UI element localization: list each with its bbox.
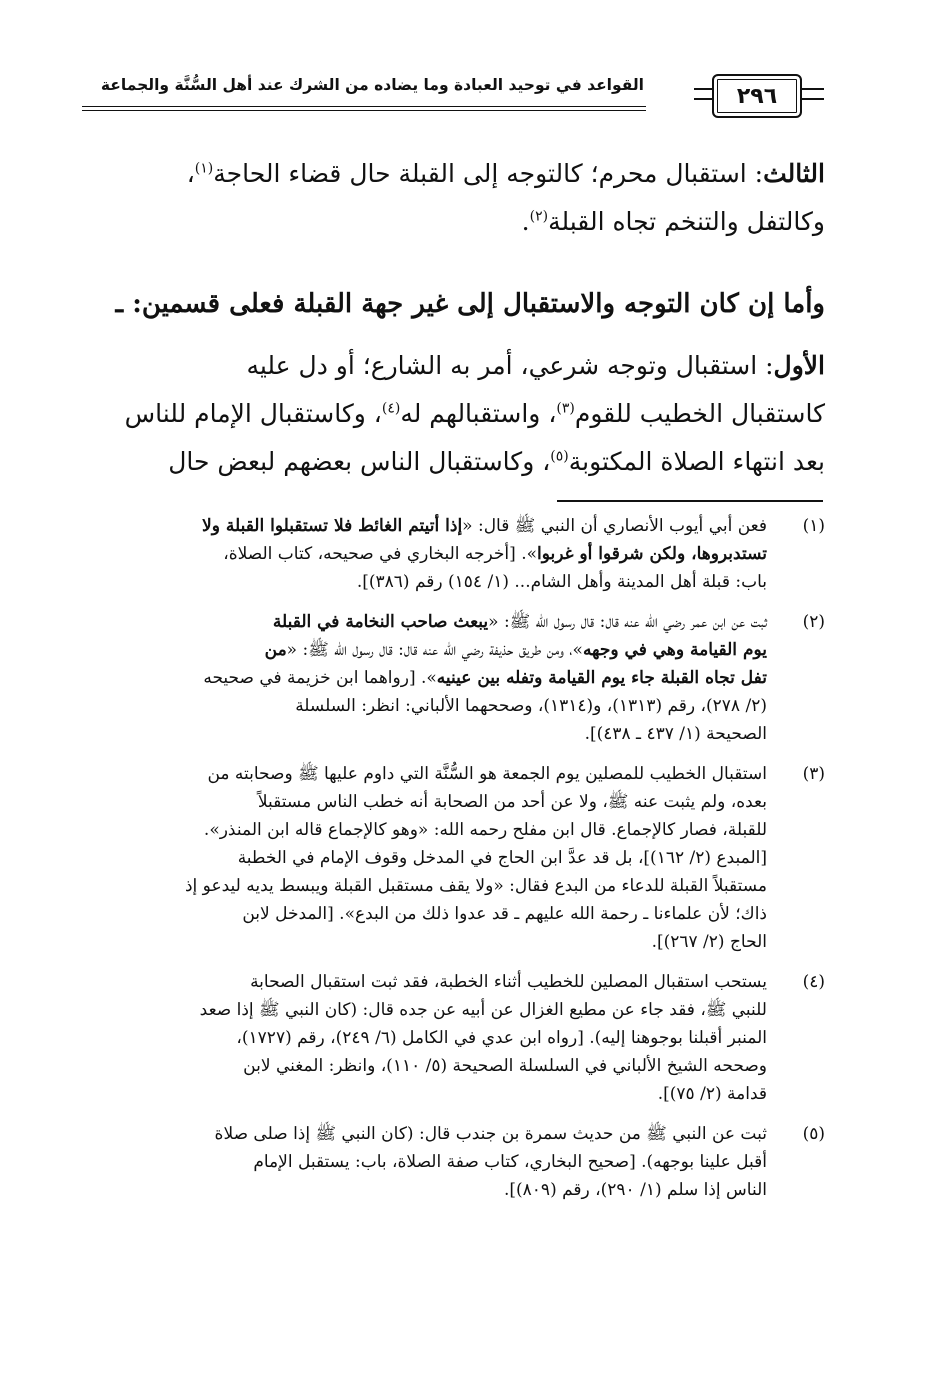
footnote-line: يستحب استقبال المصلين للخطيب أثناء الخطبة، فقد ثبت استقبال الصحابة — [250, 972, 767, 992]
text-run: بعد انتهاء الصلاة المكتوبة — [568, 447, 825, 476]
page-number: ٢٩٦ — [712, 74, 802, 118]
lead-word: الثالث — [763, 159, 825, 188]
hadith-text: من — [264, 640, 287, 660]
footnote-line: للقبلة، فصار كالإجماع. قال ابن مفلح رحمه الله: «وهو كالإجماع قاله ابن المنذر». — [203, 820, 767, 840]
footnote-line: الصحيحة (١/ ٤٣٧ ـ ٤٣٨)]. — [584, 724, 767, 744]
text-run: ». [رواهما ابن خزيمة في صحيحه — [203, 668, 437, 688]
footnote-line: قدامة (٢/ ٧٥)]. — [657, 1084, 767, 1104]
footnote-number: (١) — [802, 516, 825, 536]
page-header — [82, 68, 824, 128]
footnote-line — [113, 664, 767, 692]
footnote-number: (٣) — [802, 764, 825, 784]
hadith-text: يبعث صاحب النخامة في القبلة — [272, 612, 489, 632]
footnote-2 — [113, 608, 825, 748]
running-title-prefix: القواعد — [587, 76, 644, 94]
hadith-text: إذا أتيتم الغائط فلا تستقبلوا القبلة ولا — [202, 516, 463, 536]
running-title — [101, 76, 644, 94]
footnote-line — [113, 636, 767, 664]
footnote-line: المنبر أقبلنا بوجوهنا إليه). [رواه ابن عدي في الكامل (٦/ ٢٤٩)، رقم (١٧٢٧)، — [236, 1028, 767, 1048]
hadith-text: تستدبروها، ولكن شرقوا أو غربوا — [537, 544, 767, 564]
footnote-line — [113, 608, 767, 636]
paragraph-line — [113, 198, 825, 246]
text-run: ، وكاستقبال الناس بعضهم لبعض حال — [168, 447, 551, 476]
paragraph-line — [113, 438, 825, 486]
paragraph-line — [113, 390, 825, 438]
footnote-ref[interactable]: (١) — [194, 160, 214, 177]
paragraph-first — [113, 342, 825, 486]
footnote-number: (٥) — [802, 1124, 825, 1144]
running-title-rest: في توحيد العبادة وما يضاده من الشرك عند أهل السُّنَّة والجماعة — [100, 76, 588, 94]
footnote-line: (٢/ ٢٧٨)، رقم (١٣١٣)، و(١٣١٤)، وصححهما الألباني: انظر: السلسلة — [295, 696, 767, 716]
hadith-text: تفل تجاه القبلة جاء يوم القيامة وتفله بين عينيه — [436, 668, 767, 688]
footnote-line — [113, 512, 767, 540]
text-run: كاستقبال الخطيب للقوم — [574, 399, 825, 428]
footnote-line: الناس إذا سلم (١/ ٢٩٠)، رقم (٨٠٩)]. — [504, 1180, 767, 1200]
text-run: ، وكاستقبال الإمام للناس — [124, 399, 382, 428]
footnote-ref[interactable]: (٢) — [529, 208, 549, 225]
footnote-line: [المبدع (٢/ ١٦٢)]، بل قد عدَّ ابن الحاج في المدخل وقوف الإمام في الخطبة — [237, 848, 767, 868]
text-run: وكالتفل والتنخم تجاه القبلة — [548, 207, 825, 236]
text-run: »، ومن طريق حذيفة رضي الله عنه قال: قال رسول الله ﷺ: « — [286, 640, 583, 660]
footnote-5 — [113, 1120, 825, 1204]
text-run: ثبت عن ابن عمر رضي الله عنه قال: قال رسول الله ﷺ: « — [488, 612, 767, 632]
text-run: : استقبال محرم؛ كالتوجه إلى القبلة حال قضاء الحاجة — [213, 159, 764, 188]
text-run: فعن أبي أيوب الأنصاري أن النبي ﷺ قال: « — [462, 516, 767, 536]
header-rule — [82, 106, 646, 111]
footnote-line: الحاج (٢/ ٢٦٧)]. — [651, 932, 767, 952]
footnote-line: ذاك؛ لأن علماءنا ـ رحمة الله عليهم ـ قد عدوا ذلك من البدع». [المدخل لابن — [242, 904, 767, 924]
hadith-text: يوم القيامة وهي في وجهه — [582, 640, 767, 660]
footnotes — [113, 512, 825, 1216]
footnote-ref[interactable]: (٤) — [381, 400, 401, 417]
footnote-line: استقبال الخطيب للمصلين يوم الجمعة هو السُّنَّة التي داوم عليها ﷺ وصحابته من — [207, 764, 767, 784]
footnote-line: باب: قبلة أهل المدينة وأهل الشام... (١/ ١٥٤) رقم (٣٨٦)]. — [356, 572, 767, 592]
paragraph-line — [113, 150, 825, 198]
footnote-line: ثبت عن النبي ﷺ من حديث سمرة بن جندب قال: (كان النبي ﷺ إذا صلى صلاة — [214, 1124, 767, 1144]
footnote-ref[interactable]: (٥) — [550, 448, 569, 465]
paragraph-line — [113, 342, 825, 390]
page-number-badge — [694, 74, 824, 116]
footnote-line: للنبي ﷺ، فقد جاء عن مطيع الغزال عن أبيه عن جده قال: (كان النبي ﷺ إذا صعد — [199, 1000, 767, 1020]
footnote-number: (٢) — [802, 612, 825, 632]
paragraph-third — [113, 150, 825, 246]
footnote-number: (٤) — [802, 972, 825, 992]
footnote-line: وصححه الشيخ الألباني في السلسلة الصحيحة (٥/ ١١٠)، وانظر: المغني لابن — [243, 1056, 767, 1076]
footnote-line — [113, 540, 767, 568]
footnote-line: أقبل علينا بوجهه). [صحيح البخاري، كتاب صفة الصلاة، باب: يستقبل الإمام — [253, 1152, 767, 1172]
footnote-4 — [113, 968, 825, 1108]
footnote-line: مستقبلاً القبلة للدعاء من البدع فقال: «ولا يقف مستقبل القبلة ويبسط يديه ليدعو إذ — [184, 876, 767, 896]
footnote-3 — [113, 760, 825, 956]
text-run: . — [521, 207, 530, 236]
footnote-1 — [113, 512, 825, 596]
footnote-ref[interactable]: (٣) — [556, 400, 575, 417]
footnote-separator — [557, 500, 823, 502]
lead-word: الأول — [773, 351, 825, 380]
footnote-line: بعده، ولم يثبت عنه ﷺ، ولا عن أحد من الصحابة أنه خطب الناس مستقبلاً — [257, 792, 767, 812]
text-run: ، واستقبالهم له — [400, 399, 557, 428]
text-run: ». [أخرجه البخاري في صحيحه، كتاب الصلاة، — [223, 544, 537, 564]
text-run: : استقبال وتوجه شرعي، أمر به الشارع؛ أو دل عليه — [246, 351, 774, 380]
section-heading: وأما إن كان التوجه والاستقبال إلى غير جهة القبلة فعلى قسمين: ـ — [115, 289, 825, 319]
text-run: ، — [186, 159, 195, 188]
